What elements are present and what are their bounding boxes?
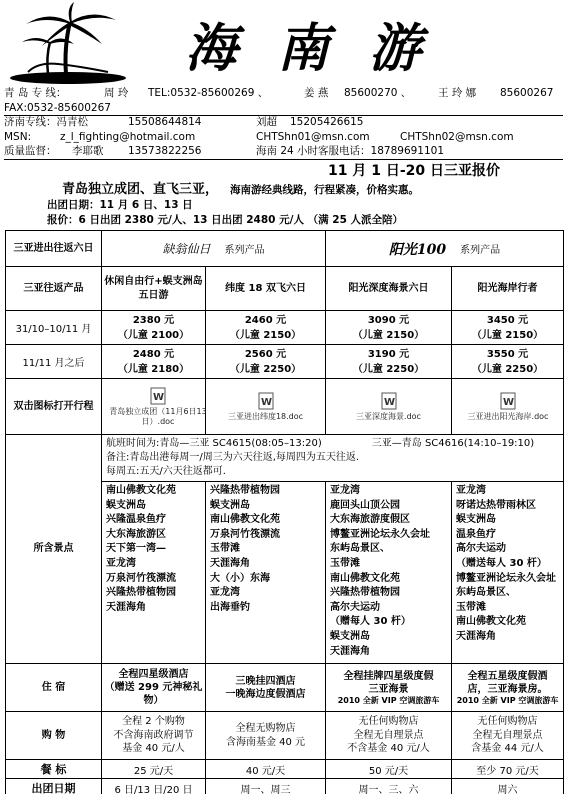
scenic-item: 兴隆热带植物园 bbox=[330, 587, 401, 599]
table-row bbox=[6, 664, 564, 712]
scenic-list bbox=[452, 482, 564, 664]
scenic-item: 亚龙湾 bbox=[330, 485, 361, 496]
scenic-item: 蜈支洲岛 bbox=[106, 499, 146, 511]
doc-label: 双击图标打开行程 bbox=[6, 379, 102, 435]
banner bbox=[0, 0, 567, 86]
product-name: 阳光海岸行者 bbox=[452, 267, 564, 311]
table-row bbox=[6, 231, 564, 267]
product-name: 纬度 18 双飞六日 bbox=[206, 267, 326, 311]
brand-cell bbox=[326, 231, 564, 267]
quality-label: 质量监督： bbox=[4, 145, 57, 158]
meal-label: 餐 标 bbox=[6, 760, 102, 779]
scenic-label: 所含景点 bbox=[6, 435, 102, 664]
meal-cell: 至少 70 元/天 bbox=[452, 760, 564, 779]
note: 每周五:五天/六天往返都可. bbox=[106, 466, 226, 477]
table-row bbox=[6, 760, 564, 779]
meal-cell: 40 元/天 bbox=[206, 760, 326, 779]
price-cell: 3550 元 （儿童 2250） bbox=[452, 345, 564, 379]
promo-headline: 青岛独立成团、直飞三亚， bbox=[62, 182, 219, 197]
shopping-cell: 全程无购物店 含海南基金 40 元 bbox=[206, 712, 326, 760]
period-label: 11/11 月之后 bbox=[6, 345, 102, 379]
scenic-list bbox=[326, 482, 452, 664]
contact-name: 周 玲 bbox=[104, 87, 129, 99]
price-cell: 3090 元 （儿童 2150） bbox=[326, 311, 452, 345]
scenic-item: 蜈支洲岛 bbox=[210, 499, 250, 511]
scenic-item: 高尔夫运动 bbox=[456, 543, 507, 555]
doc-link[interactable]: W 三亚进出纬度18.doc bbox=[206, 379, 326, 435]
table-row bbox=[6, 779, 564, 794]
scenic-item: 温泉鱼疗 bbox=[456, 528, 497, 540]
doc-link[interactable]: W 三亚深度海景.doc bbox=[326, 379, 452, 435]
departure-cell: 6 日/13 日/20 日 bbox=[102, 779, 206, 794]
period-label: 31/10–10/11 月 bbox=[6, 311, 102, 345]
scenic-item: 大（小）东海 bbox=[210, 572, 270, 584]
product-name: 休闲自由行+蜈支洲岛五日游 bbox=[102, 267, 206, 311]
contact-tel: TEL:0532-85600269 、 bbox=[148, 87, 269, 99]
table-row bbox=[6, 435, 564, 482]
shopping-cell: 全程 2 个购物 不含海南政府调节 基金 40 元/人 bbox=[102, 712, 206, 760]
scenic-item: （赠每人 30 杆） bbox=[330, 616, 411, 628]
scenic-item: 南山佛教文化苑 bbox=[106, 485, 176, 496]
msn-label: MSN: bbox=[4, 130, 32, 143]
hotel-cell: 全程四星级酒店 （赠送 299 元神秘礼物） bbox=[102, 664, 206, 712]
contact-name: 姜 燕 bbox=[304, 87, 329, 99]
scenic-item: 南山佛教文化苑 bbox=[456, 616, 527, 628]
hotel-cell: 全程五星级度假酒 店，三亚海景房。 2010 全新 VIP 空调旅游车 bbox=[452, 664, 564, 712]
product-name: 阳光深度海景六日 bbox=[326, 267, 452, 311]
hotel-cell: 全程挂牌四星级度假 三亚海景 2010 全新 VIP 空调旅游车 bbox=[326, 664, 452, 712]
table-row bbox=[6, 712, 564, 760]
scenic-item: 玉带滩 bbox=[210, 543, 240, 555]
scenic-item: 大东海旅游度假区 bbox=[330, 514, 411, 526]
word-doc-icon bbox=[150, 387, 166, 405]
meal-cell: 25 元/天 bbox=[102, 760, 206, 779]
hainan-hotline: 海南 24 小时客服电话：18789691101 bbox=[256, 145, 445, 158]
banner-title: 海南游 bbox=[185, 18, 462, 79]
scenic-item: 博鳌亚洲论坛永久会址 bbox=[330, 528, 431, 540]
fax: FAX:0532-85600267 bbox=[4, 101, 111, 114]
msn-address[interactable]: CHTShn01@msn.com bbox=[256, 130, 370, 143]
doc-link[interactable]: W 青岛独立成团（11月6日13日）.doc bbox=[102, 379, 206, 435]
scenic-item: （赠送每人 30 杆） bbox=[456, 557, 547, 569]
contact-name: 李耶歌 bbox=[72, 145, 104, 158]
header-label: 三亚进出往返六日 bbox=[6, 231, 102, 267]
scenic-item: 亚龙湾 bbox=[210, 587, 240, 599]
word-doc-icon bbox=[500, 392, 516, 410]
hotel-cell: 三晚挂四酒店 一晚海边度假酒店 bbox=[206, 664, 326, 712]
scenic-item: 鹿回头山顶公园 bbox=[330, 499, 401, 511]
scenic-item: 大东海旅游区 bbox=[106, 528, 166, 540]
price-cell: 2480 元 （儿童 2180） bbox=[102, 345, 206, 379]
contact-tel: 85600267 bbox=[500, 87, 554, 99]
price-cell: 2460 元 （儿童 2150） bbox=[206, 311, 326, 345]
table-row bbox=[6, 345, 564, 379]
contact-tel: 85600270 、 bbox=[344, 87, 412, 99]
price-quote: 报价：6 日出团 2380 元/人、13 日出团 2480 元/人 （满 25 人派全陪） bbox=[47, 214, 404, 226]
price-cell: 3450 元 （儿童 2150） bbox=[452, 311, 564, 345]
scenic-list bbox=[102, 482, 206, 664]
scenic-item: 天涯海角 bbox=[456, 630, 497, 642]
table-row bbox=[6, 311, 564, 345]
promo-title: 11 月 1 日-20 日三亚报价 bbox=[328, 163, 501, 179]
scenic-item: 兴隆热带植物园 bbox=[106, 587, 176, 599]
msn-address[interactable]: z_l_fighting@hotmail.com bbox=[60, 130, 196, 143]
price-cell: 2560 元 （儿童 2250） bbox=[206, 345, 326, 379]
scenic-item: 万泉河竹筏漂流 bbox=[210, 528, 280, 540]
flight-info bbox=[102, 435, 564, 482]
brand-logo-icon: 阳光100 bbox=[388, 241, 447, 258]
scenic-item: 蜈支洲岛 bbox=[330, 630, 371, 642]
note: 备注:青岛出港每周一/周三为六天往返,每周四为五天往返. bbox=[106, 452, 360, 463]
scenic-item: 玉带滩 bbox=[456, 601, 487, 613]
contact-name: 王 玲 娜 bbox=[438, 87, 477, 99]
scenic-item: 天涯海角 bbox=[210, 557, 250, 569]
shopping-cell: 无任何购物店 全程无自理景点 含基金 44 元/人 bbox=[452, 712, 564, 760]
svg-text:W: W bbox=[153, 391, 165, 403]
flight-back: 三亚—青岛 SC4616(14:10–19:10) bbox=[371, 438, 535, 449]
meal-cell: 50 元/天 bbox=[326, 760, 452, 779]
flight-out: 航班时间为:青岛—三亚 SC4615(08:05–13:20) bbox=[106, 438, 322, 449]
doc-link[interactable]: W 三亚进出阳光海岸.doc bbox=[452, 379, 564, 435]
scenic-item: 天涯海角 bbox=[330, 645, 371, 657]
series-label: 系列产品 bbox=[460, 245, 501, 256]
scenic-item: 天下第一湾— bbox=[106, 543, 166, 555]
departure-cell: 周六 bbox=[452, 779, 564, 794]
scenic-item: 玉带滩 bbox=[330, 557, 361, 569]
scenic-item: 万泉河竹筏漂流 bbox=[106, 572, 176, 584]
scenic-item: 兴隆温泉鱼疗 bbox=[106, 514, 166, 526]
brand-logo-icon: 缺翁仙日 bbox=[162, 242, 211, 256]
shopping-label: 购 物 bbox=[6, 712, 102, 760]
contact-tel: 15205426615 bbox=[290, 116, 364, 129]
brand-cell bbox=[102, 231, 326, 267]
scenic-list bbox=[206, 482, 326, 664]
scenic-item: 南山佛教文化苑 bbox=[210, 514, 280, 526]
word-doc-icon bbox=[258, 392, 274, 410]
price-cell: 2380 元 （儿童 2100） bbox=[102, 311, 206, 345]
promo-subheadline: 海南游经典线路，行程紧凑，价格实惠。 bbox=[230, 184, 420, 196]
scenic-item: 兴隆热带植物园 bbox=[210, 485, 280, 496]
svg-text:W: W bbox=[383, 396, 395, 408]
scenic-item: 南山佛教文化苑 bbox=[330, 572, 401, 584]
word-doc-icon bbox=[381, 392, 397, 410]
departure-cell: 周一、三、六 bbox=[326, 779, 452, 794]
itinerary-table bbox=[5, 230, 564, 794]
scenic-item: 出海垂钓 bbox=[210, 601, 250, 613]
price-cell: 3190 元 （儿童 2250） bbox=[326, 345, 452, 379]
scenic-item: 天涯海角 bbox=[106, 601, 146, 613]
table-row bbox=[6, 267, 564, 311]
hotel-label: 住 宿 bbox=[6, 664, 102, 712]
scenic-item: 博鳌亚洲论坛永久会址东屿岛景区、 bbox=[456, 572, 557, 599]
departure-cell: 周一、周三 bbox=[206, 779, 326, 794]
series-label: 系列产品 bbox=[224, 245, 265, 256]
qingdao-line-label: 青 岛 专 线： bbox=[4, 87, 67, 99]
product-label: 三亚往返产品 bbox=[6, 267, 102, 311]
table-row bbox=[6, 379, 564, 435]
svg-text:W: W bbox=[260, 396, 272, 408]
contact-block bbox=[4, 86, 563, 159]
scenic-item: 蜈支洲岛 bbox=[456, 514, 497, 526]
scenic-item: 高尔夫运动 bbox=[330, 601, 381, 613]
jinan-line-label: 济南专线：冯青松 bbox=[4, 116, 88, 129]
contact-tel: 13573822256 bbox=[128, 145, 202, 158]
svg-text:W: W bbox=[503, 396, 515, 408]
scenic-item: 东屿岛景区、 bbox=[330, 543, 391, 555]
shopping-cell: 无任何购物店 全程无自理景点 不含基金 40 元/人 bbox=[326, 712, 452, 760]
palm-tree-logo-icon bbox=[8, 2, 128, 84]
scenic-item: 呀诺达热带雨林区 bbox=[456, 499, 537, 511]
contact-tel: 15508644814 bbox=[128, 116, 202, 129]
contact-name: 刘超 bbox=[256, 116, 277, 129]
msn-address[interactable]: CHTShn02@msn.com bbox=[400, 130, 514, 143]
departure-dates: 出团日期：11 月 6 日、13 日 bbox=[47, 199, 193, 211]
departure-label: 出团日期 bbox=[6, 779, 102, 794]
scenic-item: 亚龙湾 bbox=[456, 485, 487, 496]
scenic-item: 亚龙湾 bbox=[106, 557, 136, 569]
